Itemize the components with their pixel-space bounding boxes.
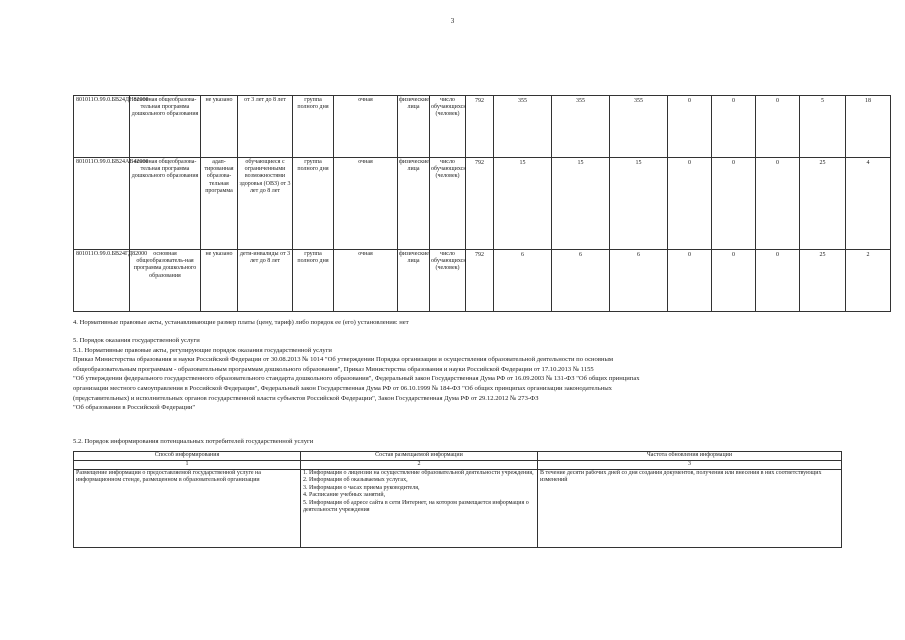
registry-code: 801011О.99.0.БВ24ДН82000 [74,96,130,158]
fee-year-2: 0 [712,250,756,312]
legal-acts-line: Приказ Министерства образования и науки Российской Федерации от 30.08.2013 № 1014 "Об утверждении Порядка организации и осуществления образовательной деятельности по основным [73,356,614,364]
table-row [74,250,891,312]
service-form: очная [334,96,398,158]
fee-year-3: 0 [756,96,800,158]
okei-code: 792 [466,158,494,250]
registry-code: 801011О.99.0.БВ24АВ42000 [74,158,130,250]
volume-year-3: 6 [610,250,668,312]
volume-year-1: 6 [494,250,552,312]
column-index: 2 [301,461,538,470]
informing-table [73,451,842,548]
fee-year-1: 0 [668,250,712,312]
section-5-2 [73,437,863,447]
fee-year-2: 0 [712,96,756,158]
column-header: Состав размещаемой информации [301,452,538,461]
list-item: 2. Информация об оказываемых услугах, [303,477,408,484]
service-group: группа полного дня [293,96,334,158]
service-group: группа полного дня [293,250,334,312]
section-5-2-title: 5.2. Порядок информирования потенциальных потребителей государственной услуги [73,438,314,445]
fee-year-2: 0 [712,158,756,250]
list-item: 5. Информация об адресе сайта в сети Интернет, на котором размещается информация о деятельности учреждения [303,499,529,514]
section-5 [73,336,863,413]
service-consumer: физические лица [398,250,430,312]
service-content: основная общеобразова-тельная программа дошкольного образования [130,158,201,250]
list-item: 1. Информация о лицензии на осуществление образовательной деятельности учреждения, [303,470,534,476]
indicator-unit: число обучающихся (человек) [430,158,466,250]
service-content: основная общеобразователь-ная программа дошкольного образования [130,250,201,312]
table-row [74,96,891,158]
section-5-title: 5. Порядок оказания государственной услуги [73,337,200,344]
registry-code: 801011О.99.0.БВ24ГД82000 [74,250,130,312]
deviation-percent: 25 [800,250,846,312]
column-header: Способ информирования [74,452,301,461]
fee-year-3: 0 [756,158,800,250]
legal-acts-line: "Об образовании в Российской Федерации" [73,404,196,412]
volume-year-1: 15 [494,158,552,250]
okei-code: 792 [466,250,494,312]
informing-method: Размещение информации о предоставляемой государственной услуге на информационном стенде, размещенном в образовательной организации [74,470,301,548]
service-age: обучающиеся с ограниченными возможностями здоровья (ОВЗ) от 3 лет до 8 лет [238,158,293,250]
column-index: 3 [538,461,842,470]
volume-year-2: 15 [552,158,610,250]
section-4 [73,318,863,328]
information-items [301,470,538,548]
volume-year-2: 6 [552,250,610,312]
legal-acts-line: общеобразовательным программам - образовательным программам дошкольного образования", Приказ Министерства образования и науки Российской Федерации от 17.10.2013 № 1155 [73,365,594,373]
service-age: дети-инвалиды от 3 лет до 8 лет [238,250,293,312]
indicator-unit: число обучающихся (человек) [430,96,466,158]
service-category: адап-тированная образова-тельная программа [201,158,238,250]
column-header: Частота обновления информации [538,452,842,461]
service-age: от 3 лет до 8 лет [238,96,293,158]
column-index: 1 [74,461,301,470]
okei-code: 792 [466,96,494,158]
page-number: 3 [450,17,455,25]
volume-year-3: 355 [610,96,668,158]
deviation-absolute: 4 [846,158,891,250]
volume-year-1: 355 [494,96,552,158]
list-item: 4. Расписание учебных занятий, [303,492,386,499]
fee-acts-line: 4. Нормативные правовые акты, устанавливающие размер платы (цену, тариф) либо порядок ее (его) установления: нет [73,319,409,326]
deviation-absolute: 18 [846,96,891,158]
service-group: группа полного дня [293,158,334,250]
service-category: не указано [201,250,238,312]
fee-year-3: 0 [756,250,800,312]
legal-acts-line: "Об утверждении федерального государственного образовательного стандарта дошкольного образования", Федеральный закон Государственная Дума РФ от 16.09.2003 № 131-ФЗ "Об общих принципах [73,375,640,383]
service-volume-table [73,95,891,312]
table-row [74,470,842,548]
volume-year-2: 355 [552,96,610,158]
service-consumer: физические лица [398,96,430,158]
list-item: 3. Информация о часах приема руководителя, [303,484,420,491]
table-header-row [74,452,842,461]
deviation-absolute: 2 [846,250,891,312]
indicator-unit: число обучающихся (человек) [430,250,466,312]
fee-year-1: 0 [668,158,712,250]
fee-year-1: 0 [668,96,712,158]
service-content: основная общеобразова-тельная программа дошкольного образования [130,96,201,158]
update-frequency: В течение десяти рабочих дней со дня создания документов, получения или внесения в них соответствующих изменений [538,470,842,548]
deviation-percent: 5 [800,96,846,158]
legal-acts-line: (представительных) и исполнительных органов государственной власти субъектов Российской Федерации", Закон Государственная Дума РФ от 29.12.2012 № 273-ФЗ [73,394,539,402]
table-row [74,158,891,250]
section-5-1-title: 5.1. Нормативные правовые акты, регулирующие порядок оказания государственной услуги [73,346,332,354]
service-form: очная [334,158,398,250]
service-category: не указано [201,96,238,158]
table-index-row [74,461,842,470]
legal-acts-line: организации местного самоуправления в Российской Федерации", Федеральный закон Государственная Дума РФ от 06.10.1999 № 184-ФЗ "Об общих принципах организации законодательных [73,384,612,392]
volume-year-3: 15 [610,158,668,250]
service-consumer: физические лица [398,158,430,250]
deviation-percent: 25 [800,158,846,250]
service-form: очная [334,250,398,312]
